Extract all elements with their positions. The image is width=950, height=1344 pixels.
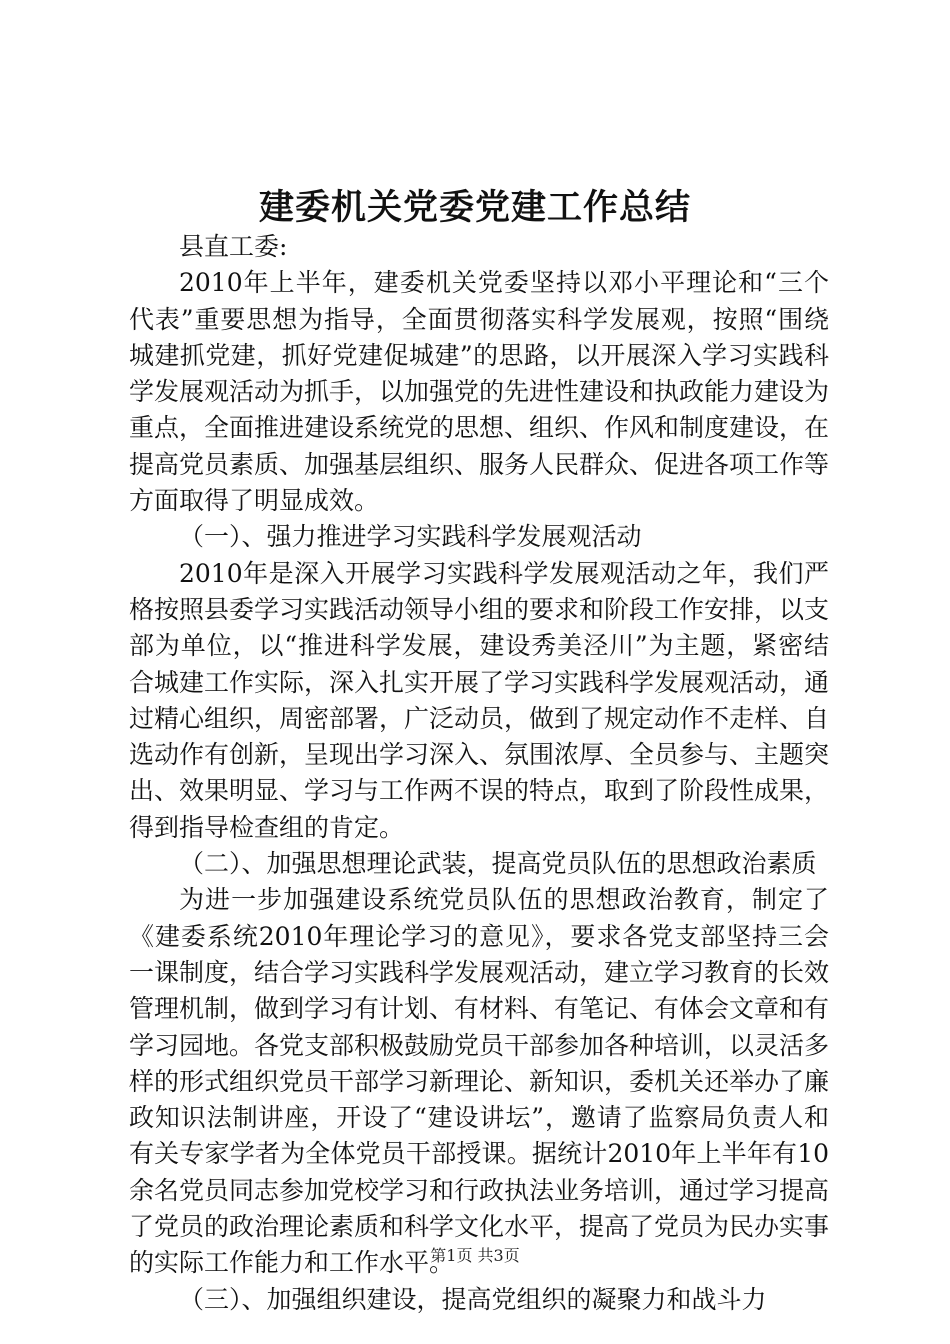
salutation: 县直工委: bbox=[179, 232, 288, 261]
page-footer: 第1页 共3页 bbox=[430, 1246, 520, 1265]
paragraph-section-2: 为进一步加强建设系统党员队伍的思想政治教育，制定了《建委系统2010年理论学习的意见》，要求各党支部坚持三会一课制度，结合学习实践科学发展观活动，建立学习教育的长效管理机制，做到学习有计划、有材料、有笔记、有体会文章和有学习园地。各党支部积极鼓励党员干部参加各种培训，以灵活多样的形式组织党员干部学习新理论、新知识，委机关还举办了廉政知识法制讲座，开设了“建设讲坛”，邀请了监察局负责人和有关专家学者为全体党员干部授课。据统计2010年上半年有10余名党员同志参加党校学习和行政执法业务培训，通过学习提高了党员的政治理论素质和科学文化水平，提高了党员为民办实事的实际工作能力和工作水平。 bbox=[129, 885, 830, 1278]
section-heading-1: （一）、强力推进学习实践科学发展观活动 bbox=[179, 522, 642, 552]
document-body bbox=[129, 229, 829, 1318]
paragraph-section-1: 2010年是深入开展学习实践科学发展观活动之年，我们严格按照县委学习实践活动领导小组的要求和阶段工作安排，以支部为单位，以“推进科学发展，建设秀美泾川”为主题，紧密结合城建工作实际，深入扎实开展了学习实践科学发展观活动，通过精心组织，周密部署，广泛动员，做到了规定动作不走样、自选动作有创新，呈现出学习深入、氛围浓厚、全员参与、主题突出、效果明显、学习与工作两不误的特点，取到了阶段性成果，得到指导检查组的肯定。 bbox=[129, 558, 830, 842]
paragraph-intro: 2010年上半年，建委机关党委坚持以邓小平理论和“三个代表”重要思想为指导，全面贯彻落实科学发展观，按照“围绕城建抓党建，抓好党建促城建”的思路，以开展深入学习实践科学发展观活动为抓手，以加强党的先进性建设和执政能力建设为重点，全面推进建设系统党的思想、组织、作风和制度建设，在提高党员素质、加强基层组织、服务人民群众、促进各项工作等方面取得了明显成效。 bbox=[129, 268, 830, 516]
document-title: 建委机关党委党建工作总结 bbox=[258, 187, 691, 228]
section-heading-2: （二）、加强思想理论武装，提高党员队伍的思想政治素质 bbox=[179, 849, 817, 879]
section-heading-3: （三）、加强组织建设，提高党组织的凝聚力和战斗力 bbox=[179, 1284, 767, 1314]
